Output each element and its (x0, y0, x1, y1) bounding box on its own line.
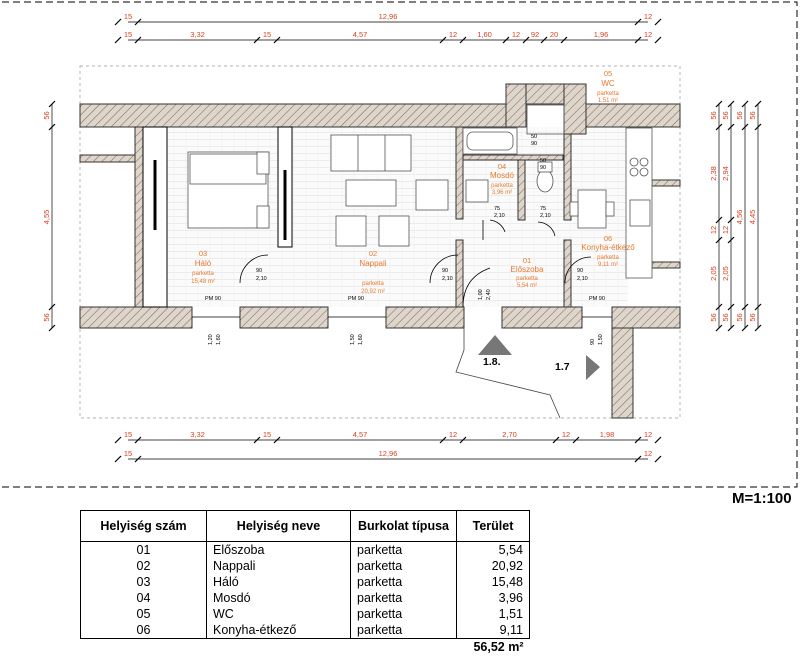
dimension-label: 1,96 (593, 30, 609, 39)
svg-text:2,40: 2,40 (486, 289, 492, 300)
dimension-label: 12 (643, 12, 653, 21)
svg-text:50: 50 (531, 134, 538, 140)
svg-text:2,10: 2,10 (494, 213, 505, 219)
table-total-row (81, 639, 530, 656)
section-mark-1-7: 1.7 (555, 361, 570, 373)
svg-text:01: 01 (522, 256, 532, 265)
dimension-tick (115, 19, 121, 25)
svg-text:parketta: parketta (516, 276, 538, 282)
dimension-tick (655, 37, 661, 43)
dimension-label: 12 (448, 430, 458, 439)
dimension-label: 2,38 (709, 166, 718, 181)
table-cell: 06 (81, 622, 207, 639)
svg-text:90: 90 (531, 141, 538, 147)
svg-text:90: 90 (590, 338, 596, 345)
dimension-label: 15 (262, 30, 272, 39)
dimension-label: 56 (735, 313, 744, 322)
svg-text:parketta: parketta (597, 91, 619, 97)
dimension-label: 56 (42, 313, 51, 322)
table-cell: 03 (81, 574, 207, 590)
armchair (336, 216, 366, 246)
svg-text:1,50: 1,50 (350, 334, 356, 345)
dimension-label: 56 (42, 111, 51, 120)
table-row (81, 542, 530, 559)
svg-text:1,20: 1,20 (208, 334, 214, 345)
sofa (331, 135, 411, 171)
dimension-label: 3,32 (190, 430, 205, 439)
table-row (81, 622, 530, 639)
table-cell: WC (207, 606, 351, 622)
svg-text:1,60: 1,60 (358, 334, 364, 345)
svg-text:WC: WC (601, 79, 615, 88)
dimension-label: 56 (748, 111, 757, 120)
dimension-label: 12 (561, 430, 571, 439)
table-header-row (81, 511, 530, 542)
dimension-label: 56 (735, 111, 744, 120)
armchair (416, 180, 448, 210)
svg-text:5,54 m²: 5,54 m² (516, 283, 538, 289)
dimension-label: 2,70 (502, 430, 517, 439)
svg-text:Konyha-étkező: Konyha-étkező (581, 243, 635, 252)
table-cell: 04 (81, 590, 207, 606)
dimension-label: 4,55 (42, 209, 51, 225)
dimension-label: 12 (448, 30, 458, 39)
svg-text:PM 90: PM 90 (205, 296, 221, 302)
svg-text:Nappali: Nappali (359, 259, 387, 268)
dimension-label: 2,94 (721, 166, 730, 181)
dimension-label: 15 (123, 30, 133, 39)
svg-text:06: 06 (603, 234, 613, 243)
svg-text:1,00: 1,00 (478, 289, 484, 300)
dimension-label: 12 (643, 30, 653, 39)
svg-text:1,50: 1,50 (598, 334, 604, 345)
table-cell: Konyha-étkező (207, 622, 351, 639)
room-schedule-table (80, 510, 530, 655)
table-row (81, 590, 530, 606)
dimension-label: 12 (721, 225, 730, 235)
dimension-label: 12 (643, 449, 653, 458)
svg-text:03: 03 (198, 249, 208, 258)
svg-text:50: 50 (540, 158, 547, 164)
coffee-table (346, 180, 396, 206)
dimension-label: 12 (709, 225, 718, 235)
scale-label: M=1:100 (732, 490, 792, 507)
dimension-label: 15 (123, 12, 133, 21)
dimension-tick (655, 19, 661, 25)
dimension-label: 4,57 (352, 30, 368, 39)
dimension-tick (655, 437, 661, 443)
table-cell: parketta (351, 606, 457, 622)
dimension-label: 3,32 (190, 30, 205, 39)
table-cell: 3,96 (457, 590, 530, 606)
column-header: Terület (457, 511, 530, 542)
table-row (81, 574, 530, 590)
stove (630, 158, 638, 166)
svg-text:90: 90 (256, 268, 263, 274)
svg-text:Mosdó: Mosdó (489, 171, 515, 180)
dimension-label: 12,96 (378, 12, 398, 21)
bed (188, 152, 268, 228)
svg-text:75: 75 (540, 206, 547, 212)
dining-table (578, 190, 606, 228)
dimension-label: 4,45 (748, 209, 757, 225)
svg-text:15,48 m²: 15,48 m² (191, 279, 215, 285)
armchair (379, 216, 409, 246)
sink (630, 200, 650, 226)
dimension-label: 92 (530, 30, 540, 39)
dimension-label: 15 (123, 430, 133, 439)
table-cell: Mosdó (207, 590, 351, 606)
dimension-tick (115, 456, 121, 462)
table-cell: 02 (81, 558, 207, 574)
table-cell: parketta (351, 574, 457, 590)
svg-text:parketta: parketta (597, 255, 619, 261)
svg-text:9,11 m²: 9,11 m² (598, 262, 618, 268)
svg-text:20,92 m²: 20,92 m² (361, 289, 385, 295)
dimension-label: 56 (709, 313, 718, 322)
dimension-tick (115, 37, 121, 43)
table-cell: Előszoba (207, 542, 351, 559)
toilet (537, 170, 553, 192)
dimension-tick (115, 437, 121, 443)
table-cell: 05 (81, 606, 207, 622)
section-mark-1-8: 1.8. (483, 356, 501, 368)
washing-machine (466, 180, 488, 202)
dimension-label: 20 (549, 30, 559, 39)
dimension-label: 56 (721, 111, 730, 120)
svg-text:3,96 m²: 3,96 m² (491, 190, 513, 196)
svg-text:PM 90: PM 90 (589, 296, 605, 302)
table-cell: parketta (351, 558, 457, 574)
dimension-label: 12,96 (378, 449, 398, 458)
room-label-05 (597, 69, 619, 104)
table-cell: Nappali (207, 558, 351, 574)
dimension-tick (655, 456, 661, 462)
svg-text:parketta: parketta (362, 281, 384, 287)
dimension-label: 15 (262, 430, 272, 439)
svg-text:2,10: 2,10 (540, 213, 551, 219)
dimension-label: 12 (643, 430, 653, 439)
dimension-label: 4,56 (735, 209, 744, 225)
svg-text:75: 75 (494, 206, 501, 212)
dimension-label: 15 (123, 449, 133, 458)
column-header: Helyiség szám (81, 511, 207, 542)
table-cell: parketta (351, 542, 457, 559)
table-row (81, 606, 530, 622)
table-cell: 9,11 (457, 622, 530, 639)
dimension-label: 56 (709, 111, 718, 120)
nightstand (257, 152, 269, 174)
svg-text:02: 02 (368, 249, 378, 258)
column-header: Burkolat típusa (351, 511, 457, 542)
svg-text:parketta: parketta (192, 271, 214, 277)
table-row (81, 558, 530, 574)
svg-text:2,10: 2,10 (442, 276, 453, 282)
table-cell: 20,92 (457, 558, 530, 574)
svg-text:parketta: parketta (491, 183, 513, 189)
svg-text:Előszoba: Előszoba (510, 265, 544, 274)
svg-text:90: 90 (540, 165, 547, 171)
table-cell: parketta (351, 622, 457, 639)
section-marker-arrow (586, 355, 600, 380)
dimension-label: 2,05 (709, 266, 718, 281)
svg-text:PM 90: PM 90 (348, 296, 364, 302)
dimension-label: 2,05 (721, 266, 730, 281)
table-cell: 5,54 (457, 542, 530, 559)
dimension-label: 1,60 (477, 30, 492, 39)
column-header: Helyiség neve (207, 511, 351, 542)
dimension-label: 12 (511, 30, 521, 39)
table-total: 56,52 m² (473, 640, 524, 654)
svg-text:04: 04 (497, 162, 507, 171)
table-cell: parketta (351, 590, 457, 606)
svg-text:90: 90 (442, 268, 449, 274)
svg-text:90: 90 (577, 268, 584, 274)
svg-text:2,10: 2,10 (256, 276, 267, 282)
svg-text:1,51 m²: 1,51 m² (597, 98, 619, 104)
table-cell: 01 (81, 542, 207, 559)
dimension-label: 4,57 (352, 430, 368, 439)
table-cell: 1,51 (457, 606, 530, 622)
section-marker-arrow (478, 335, 512, 355)
dimension-label: 56 (721, 313, 730, 322)
svg-text:2,10: 2,10 (577, 276, 588, 282)
table-cell: Háló (207, 574, 351, 590)
dimension-label: 1,98 (599, 430, 615, 439)
table-cell: 15,48 (457, 574, 530, 590)
dimension-label: 56 (748, 313, 757, 322)
svg-text:05: 05 (603, 69, 613, 78)
svg-text:1,60: 1,60 (216, 334, 222, 345)
svg-text:Háló: Háló (194, 259, 212, 268)
